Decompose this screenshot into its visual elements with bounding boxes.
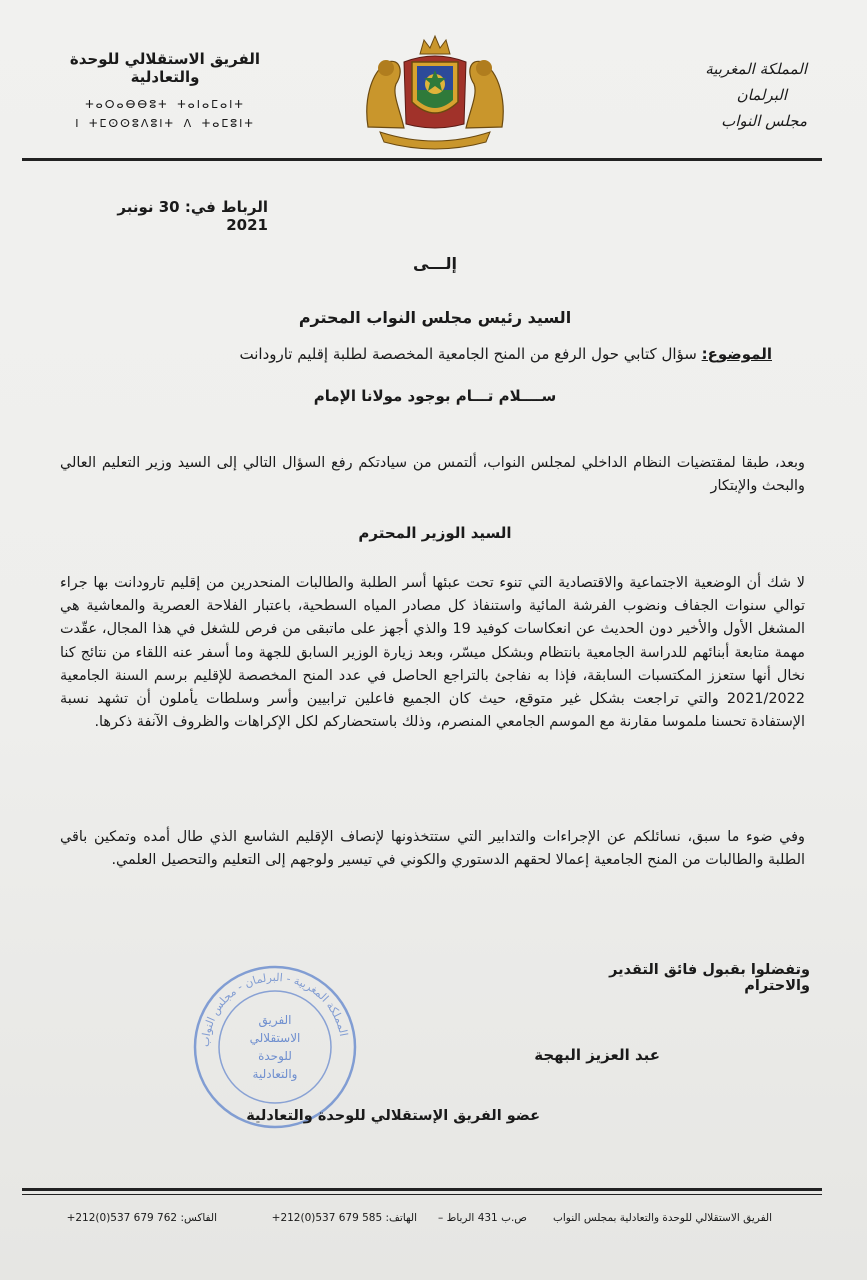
party-name-arabic: الفريق الاستقلالي للوحدة والتعادلية [69, 50, 261, 86]
footer-fax-number: +212(0)537 679 762 [66, 1212, 178, 1224]
footer-phone-number: +212(0)537 679 585 [271, 1212, 383, 1224]
stamp-line-1: الفريق [258, 1013, 292, 1027]
stamp-line-3: للوحدة [258, 1049, 292, 1063]
addressee: السيد رئيس مجلس النواب المحترم [298, 308, 572, 327]
question-paragraph: وفي ضوء ما سبق، نسائلكم عن الإجراءات والتدابير التي ستتخذونها لإنصاف الإقليم الشاسع الذي طال أمده وتمكين باقي الطلبة والطالبات من المنح الجامعية إعمالا لحقهم الدستوري والكوني في تيسير ولوجهم إلى التعليم والتحصيل العلمي. [60, 829, 805, 869]
footer-phone-label: الهاتف: [385, 1212, 417, 1224]
footer-phone [272, 1212, 417, 1236]
closing-line: وتفضلوا بقبول فائق التقدير والاحترام [609, 962, 810, 994]
party-name-tifinagh-2: ⵏ ⵜⵎⵙⵙⵓⴷⵓⵏⵜ ⴷ ⵜⴰⵎⵓⵏⵜ [75, 117, 255, 130]
kingdom-label: المملكة المغربية [705, 60, 807, 78]
stamp-line-4: والتعادلية [252, 1067, 298, 1081]
institution-header [705, 60, 807, 138]
chamber-label: مجلس النواب [721, 112, 807, 130]
letter-date: الرباط في: 30 نونبر 2021 [117, 198, 268, 234]
greeting: ســــلام تـــام بوجود مولانا الإمام [313, 387, 557, 405]
stamp-ring-text: المملكة المغربية - البرلمان - مجلس النواب [198, 970, 351, 1048]
intro-paragraph: وبعد، طبقا لمقتضيات النظام الداخلي لمجلس النواب، ألتمس من سيادتكم رفع السؤال التالي إلى السيد وزير التعليم العالي والبحث والإبتكار [60, 455, 805, 495]
subject-label: الموضوع: [701, 345, 772, 363]
subject-text: سؤال كتابي حول الرفع من المنح الجامعية المخصصة لطلبة إقليم تارودانت [239, 345, 697, 363]
party-name-tifinagh-1: ⵜⴰⵔⴰⴱⴱⵓⵜ ⵜⴰⵏⴰⵎⴰⵏⵜ [85, 98, 245, 111]
signer-name: عبد العزيز البهجة [534, 1046, 660, 1064]
footer-fax [67, 1212, 217, 1236]
header-divider [22, 158, 822, 161]
footer-divider [22, 1188, 822, 1191]
footer-fax-label: الفاكس: [180, 1212, 217, 1224]
minister-salutation: السيد الوزير المحترم [358, 524, 512, 542]
footer-group-name: الفريق الاستقلالي للوحدة والتعادلية بمجلس النواب [552, 1212, 772, 1224]
moroccan-coat-of-arms-icon [360, 32, 510, 150]
parliament-label: البرلمان [736, 86, 787, 104]
to-label: إلـــى [412, 254, 458, 273]
subject-line [100, 345, 772, 363]
signer-title: عضو الفريق الإستقلالي للوحدة والتعادلية [246, 1108, 540, 1124]
footer-po-box: ص.ب 431 الرباط – [438, 1212, 527, 1224]
stamp-line-2: الاستقلالي [249, 1031, 301, 1045]
footer-divider-thin [22, 1194, 822, 1195]
body-paragraph: لا شك أن الوضعية الاجتماعية والاقتصادية التي تنوء تحت عبئها أسر الطلبة والطالبات المنحدرين من إقليم تارودانت بها جراء توالي سنوات الجفاف ونضوب الفرشة المائية واستنفاذ كل مصادر المياه السطحية، باعتبار الفلاحة العصرية والمعاشية هي المشغل الأول والأخير دون الحديث عن انعكاسات كوفيد 19 والذي أجهز على ماتبقى من فرص للشغل في هذا المجال، عقّدت مهمة متابعة أبنائهم للدراسة الجامعية بانتظام وبشكل ميسّر، وبعد زيارة الوزير السابق للجهة وما أسفر عنه اللقاء من نتائج كنا نخال أنها ستعزز المكتسبات السابقة، فإذا به نفاجئ بالتراجع الحاصل في عدد المنح المخصصة للإقليم برسم السنة الجامعية 2021/2022 والتي تراجعت بشكل غير متوقع، حيث كان الجميع فاعلين ترابيين وأسر وسلطات يأملون أن تشهد نسبة الإستفادة تحسنا ملموسا مقارنة مع الموسم الجامعي المنصرم، وذلك باستحضاركم لكل الإكراهات والظروف الآنفة ذكرها. [60, 575, 805, 731]
party-header [45, 50, 285, 130]
